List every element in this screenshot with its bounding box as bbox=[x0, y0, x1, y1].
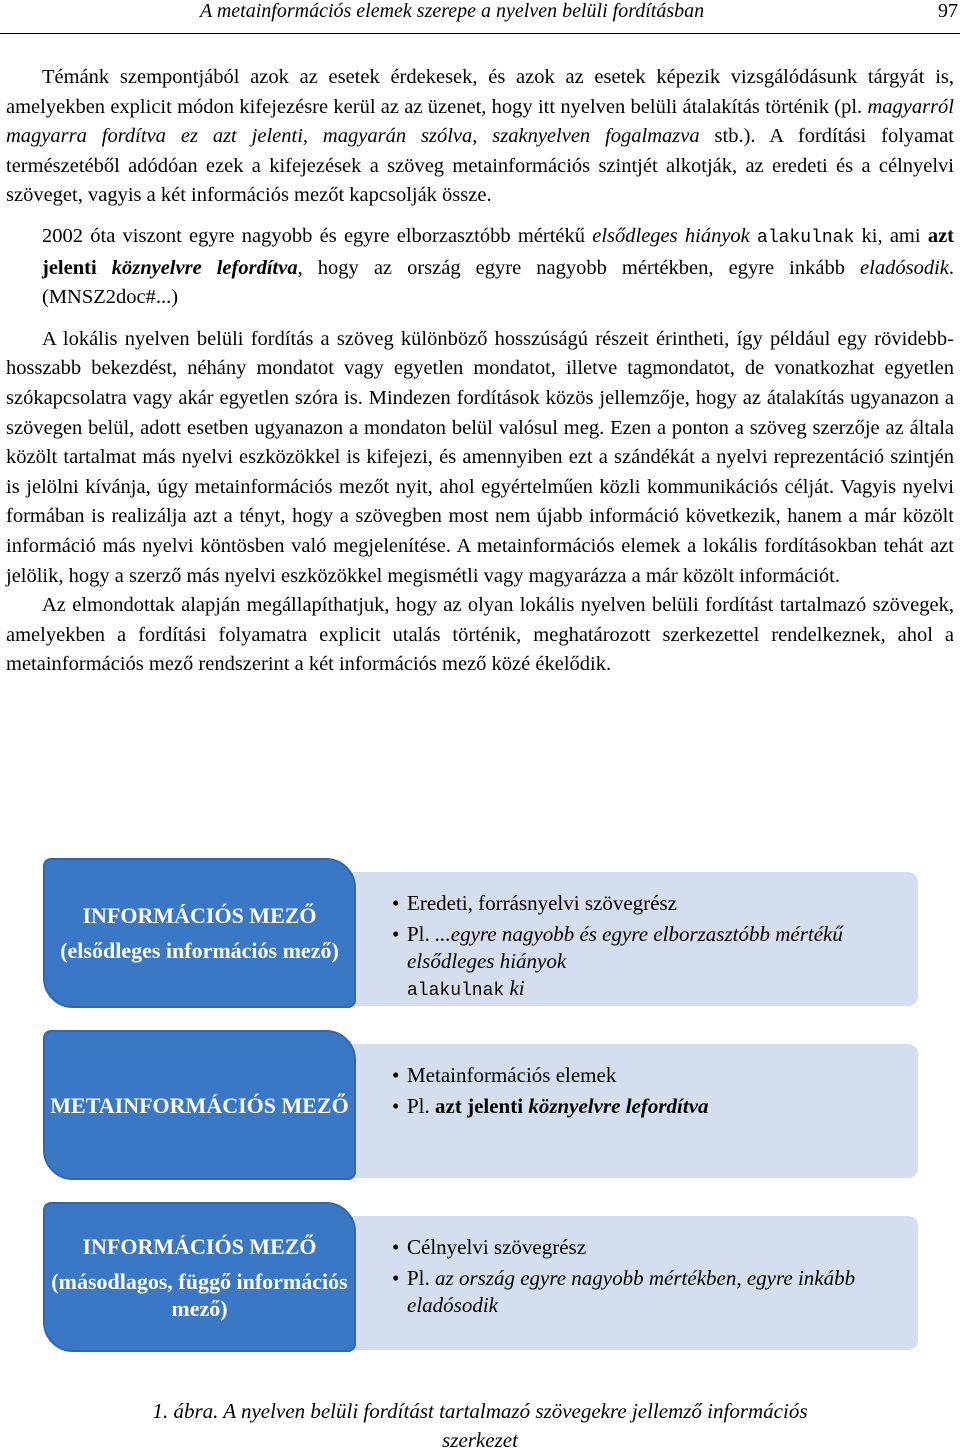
example-mono-word: alakulnak bbox=[407, 981, 505, 1001]
paragraph-1-text-b: stb.). A fordítási folyamat természetéből adódóan ezek a kifejezések a szöveg metainformációs szintjét alkotják, az eredeti és a célnyelvi szöveget, vagyis a két információs mezőt kapcsolják össze. bbox=[6, 125, 954, 207]
quote-italic-b: eladósodik bbox=[860, 256, 949, 279]
paragraph-1-text-a: Témánk szempontjából azok az esetek érdekesek, és azok az esetek képezik vizsgálódásunk tárgyát is, amelyekben explicit módon kifejezésre kerül az az üzenet, hogy itt nyelven belüli átalakítás történik (pl. bbox=[6, 66, 954, 118]
bullet-icon: • bbox=[392, 1063, 400, 1087]
paragraph-3: Az elmondottak alapján megállapíthatjuk, hogy az olyan lokális nyelven belüli fordítást tartalmazó szövegek, amelyekben a fordítási folyamatra explicit utalás történik, meghatározott szerkezettel rendelkeznek, ahol a metainformációs mező rendszerint a két információs mező közé ékelődik. bbox=[6, 594, 954, 676]
bullet-icon: • bbox=[392, 891, 400, 915]
quote-text-c: , hogy az ország egyre nagyobb mértékben, egyre inkább bbox=[297, 256, 861, 279]
example-italic: ...egyre nagyobb és egyre elborzasztóbb mértékű elsődleges hiányok bbox=[407, 922, 843, 973]
label-box-meta bbox=[43, 1030, 356, 1180]
detail-item bbox=[392, 1062, 907, 1089]
diagram-row-meta bbox=[0, 1030, 960, 1180]
detail-item bbox=[392, 1234, 907, 1261]
running-title: A metainformációs elemek szerepe a nyelven belüli fordításban bbox=[200, 0, 705, 22]
figure-number: 1. ábra. bbox=[152, 1399, 219, 1423]
label-subtitle: (elsődleges információs mező) bbox=[60, 938, 339, 963]
detail-box-primary bbox=[345, 872, 918, 1006]
paragraph-1 bbox=[6, 63, 954, 211]
quote-italic-a: elsődleges hiányok bbox=[592, 224, 750, 247]
example-prefix: Pl. bbox=[407, 922, 436, 946]
example-suffix: ki bbox=[504, 976, 525, 1000]
detail-box-meta bbox=[345, 1044, 918, 1178]
detail-item-text: Eredeti, forrásnyelvi szövegrész bbox=[407, 891, 677, 915]
example-italic: az ország egyre nagyobb mértékben, egyre inkább eladósodik bbox=[407, 1266, 856, 1317]
detail-item-text: Célnyelvi szövegrész bbox=[407, 1235, 587, 1259]
detail-item bbox=[392, 1093, 907, 1120]
quote-mono-word: alakulnak bbox=[757, 227, 855, 248]
paragraph-1-italic-examples: magyarról magyarra fordítva ez azt jelenti, magyarán szólva, szaknyelven fogalmazva bbox=[6, 95, 954, 148]
figure-caption-text: A nyelven belüli fordítást tartalmazó szövegekre jellemző információs szerkezet bbox=[218, 1399, 808, 1452]
page-number: 97 bbox=[938, 0, 958, 22]
example-prefix: Pl. bbox=[407, 1266, 436, 1290]
information-structure-diagram bbox=[0, 858, 960, 1378]
detail-list-primary bbox=[392, 890, 907, 1005]
example-bold: azt jelenti bbox=[435, 1094, 524, 1118]
label-title: METAINFORMÁCIÓS MEZŐ bbox=[50, 1092, 349, 1118]
detail-item bbox=[392, 890, 907, 917]
label-title: INFORMÁCIÓS MEZŐ bbox=[82, 1233, 317, 1259]
diagram-row-secondary bbox=[0, 1202, 960, 1352]
quote-bolditalic-marker: köznyelvre lefordítva bbox=[111, 256, 298, 279]
body-text bbox=[6, 63, 954, 680]
detail-item bbox=[392, 1265, 907, 1319]
bullet-icon: • bbox=[392, 1266, 400, 1290]
bullet-icon: • bbox=[392, 1235, 400, 1259]
quote-text-a: 2002 óta viszont egyre nagyobb és egyre elborzasztóbb mértékű bbox=[42, 224, 593, 247]
label-box-secondary bbox=[43, 1202, 356, 1352]
running-header bbox=[0, 0, 960, 34]
example-bolditalic: köznyelvre lefordítva bbox=[528, 1094, 709, 1118]
corpus-quote bbox=[6, 222, 954, 313]
bullet-icon: • bbox=[392, 1094, 400, 1118]
quote-text-b: ki, ami bbox=[854, 224, 928, 247]
detail-box-secondary bbox=[345, 1216, 918, 1350]
detail-item bbox=[392, 921, 907, 1005]
quote-source: . (MNSZ2doc#...) bbox=[42, 256, 954, 309]
diagram-row-primary bbox=[0, 858, 960, 1008]
quote-bold-marker: azt jelenti bbox=[42, 224, 954, 279]
paragraph-2: A lokális nyelven belüli fordítás a szöveg különböző hosszúságú részeit érintheti, így például egy rövidebb-hosszabb bekezdést, néhány mondatot vagy egyetlen mondatot, illetve tagmondatot, de vonatkozhat egyetlen szókapcsolatra vagy akár egyetlen szóra is. Mindezen fordítások közös jellemzője, hogy az átalakítás ugyanazon a szövegen belül, adott esetben ugyanazon a mondaton belül valósul meg. Ezen a ponton a szöveg szerzője az általa közölt tartalmat más nyelvi eszközökkel is kifejezi, és amennyiben ezt a szándékát a nyelvi reprezentáció szintjén is jelölni kívánja, úgy metainformációs mezőt nyit, ahol egyértelműen közli kommunikációs célját. Vagyis nyelvi formában is realizálja azt a tényt, hogy a szövegben most nem újabb információ következik, hanem a már közölt információ más nyelvi köntösben való megjelenítése. A metainformációs elemek a lokális fordításokban tehát azt jelölik, hogy a szerző más nyelvi eszközökkel megismétli vagy magyarázza a már közölt információt. bbox=[6, 327, 954, 587]
detail-item-text: Metainformációs elemek bbox=[407, 1063, 617, 1087]
example-prefix: Pl. bbox=[407, 1094, 436, 1118]
detail-list-meta bbox=[392, 1062, 907, 1120]
detail-list-secondary bbox=[392, 1234, 907, 1319]
label-title: INFORMÁCIÓS MEZŐ bbox=[82, 903, 317, 928]
label-subtitle: (másodlagos, függő információs mező) bbox=[51, 1268, 348, 1321]
figure-caption bbox=[0, 1397, 960, 1455]
quote-space bbox=[97, 257, 112, 279]
bullet-icon: • bbox=[392, 922, 400, 946]
label-box-primary bbox=[43, 858, 356, 1008]
